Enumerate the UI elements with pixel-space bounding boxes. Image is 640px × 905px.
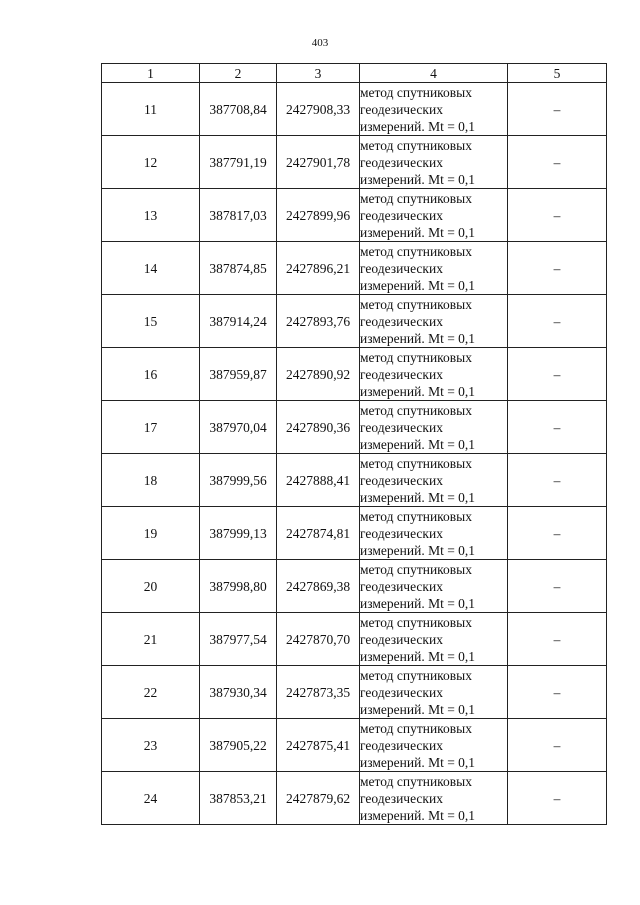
table-row	[102, 613, 607, 666]
y-coordinate-cell: 2427896,21	[277, 242, 360, 295]
method-line: геодезических	[360, 154, 443, 170]
y-coordinate-cell: 2427890,92	[277, 348, 360, 401]
note-cell: –	[508, 189, 607, 242]
method-line: метод спутниковых	[360, 773, 472, 789]
y-coordinate-cell: 2427874,81	[277, 507, 360, 560]
method-line: метод спутниковых	[360, 243, 472, 259]
note-cell: –	[508, 613, 607, 666]
x-coordinate-cell: 387999,13	[200, 507, 277, 560]
method-line: измерений. Mt = 0,1	[360, 754, 476, 770]
table-row	[102, 295, 607, 348]
point-number-cell: 22	[102, 666, 200, 719]
point-number-cell: 17	[102, 401, 200, 454]
method-line: измерений. Mt = 0,1	[360, 595, 476, 611]
method-cell	[360, 454, 508, 507]
method-line: метод спутниковых	[360, 296, 472, 312]
note-cell: –	[508, 295, 607, 348]
y-coordinate-cell: 2427879,62	[277, 772, 360, 825]
table-row	[102, 507, 607, 560]
x-coordinate-cell: 387998,80	[200, 560, 277, 613]
table-row	[102, 772, 607, 825]
table-row	[102, 83, 607, 136]
note-cell: –	[508, 401, 607, 454]
method-line: измерений. Mt = 0,1	[360, 807, 476, 823]
table-row	[102, 136, 607, 189]
header-col-2: 2	[200, 64, 277, 83]
method-line: измерений. Mt = 0,1	[360, 383, 476, 399]
note-cell: –	[508, 719, 607, 772]
method-line: метод спутниковых	[360, 84, 472, 100]
point-number-cell: 11	[102, 83, 200, 136]
method-line: геодезических	[360, 207, 443, 223]
point-number-cell: 13	[102, 189, 200, 242]
method-line: метод спутниковых	[360, 402, 472, 418]
note-cell: –	[508, 348, 607, 401]
method-line: измерений. Mt = 0,1	[360, 648, 476, 664]
method-cell	[360, 666, 508, 719]
note-cell: –	[508, 507, 607, 560]
note-cell: –	[508, 560, 607, 613]
table-row	[102, 401, 607, 454]
method-line: измерений. Mt = 0,1	[360, 701, 476, 717]
y-coordinate-cell: 2427870,70	[277, 613, 360, 666]
method-line: геодезических	[360, 101, 443, 117]
y-coordinate-cell: 2427899,96	[277, 189, 360, 242]
point-number-cell: 18	[102, 454, 200, 507]
table-row	[102, 719, 607, 772]
method-cell	[360, 772, 508, 825]
y-coordinate-cell: 2427873,35	[277, 666, 360, 719]
x-coordinate-cell: 387853,21	[200, 772, 277, 825]
x-coordinate-cell: 387930,34	[200, 666, 277, 719]
method-cell	[360, 189, 508, 242]
method-line: измерений. Mt = 0,1	[360, 489, 476, 505]
method-line: измерений. Mt = 0,1	[360, 277, 476, 293]
table-row	[102, 242, 607, 295]
x-coordinate-cell: 387791,19	[200, 136, 277, 189]
method-cell	[360, 613, 508, 666]
y-coordinate-cell: 2427893,76	[277, 295, 360, 348]
method-line: геодезических	[360, 313, 443, 329]
method-line: измерений. Mt = 0,1	[360, 118, 476, 134]
method-line: геодезических	[360, 260, 443, 276]
method-line: метод спутниковых	[360, 349, 472, 365]
method-line: метод спутниковых	[360, 190, 472, 206]
method-line: геодезических	[360, 684, 443, 700]
table-row	[102, 348, 607, 401]
page-number: 403	[311, 37, 329, 49]
y-coordinate-cell: 2427908,33	[277, 83, 360, 136]
y-coordinate-cell: 2427888,41	[277, 454, 360, 507]
point-number-cell: 16	[102, 348, 200, 401]
point-number-cell: 24	[102, 772, 200, 825]
x-coordinate-cell: 387970,04	[200, 401, 277, 454]
y-coordinate-cell: 2427901,78	[277, 136, 360, 189]
coordinates-table	[101, 63, 607, 825]
x-coordinate-cell: 387914,24	[200, 295, 277, 348]
point-number-cell: 12	[102, 136, 200, 189]
y-coordinate-cell: 2427869,38	[277, 560, 360, 613]
method-line: метод спутниковых	[360, 508, 472, 524]
method-cell	[360, 507, 508, 560]
method-cell	[360, 136, 508, 189]
note-cell: –	[508, 136, 607, 189]
x-coordinate-cell: 387817,03	[200, 189, 277, 242]
method-line: геодезических	[360, 419, 443, 435]
y-coordinate-cell: 2427875,41	[277, 719, 360, 772]
method-cell	[360, 719, 508, 772]
note-cell: –	[508, 772, 607, 825]
header-col-5: 5	[508, 64, 607, 83]
method-line: измерений. Mt = 0,1	[360, 436, 476, 452]
method-line: метод спутниковых	[360, 720, 472, 736]
x-coordinate-cell: 387959,87	[200, 348, 277, 401]
method-line: метод спутниковых	[360, 667, 472, 683]
method-cell	[360, 83, 508, 136]
method-cell	[360, 401, 508, 454]
method-line: метод спутниковых	[360, 137, 472, 153]
table-row	[102, 666, 607, 719]
method-line: геодезических	[360, 472, 443, 488]
table-row	[102, 189, 607, 242]
table-row	[102, 560, 607, 613]
x-coordinate-cell: 387874,85	[200, 242, 277, 295]
method-line: измерений. Mt = 0,1	[360, 171, 476, 187]
x-coordinate-cell: 387708,84	[200, 83, 277, 136]
note-cell: –	[508, 83, 607, 136]
note-cell: –	[508, 242, 607, 295]
method-line: геодезических	[360, 578, 443, 594]
header-col-4: 4	[360, 64, 508, 83]
point-number-cell: 19	[102, 507, 200, 560]
x-coordinate-cell: 387977,54	[200, 613, 277, 666]
method-line: геодезических	[360, 631, 443, 647]
method-line: измерений. Mt = 0,1	[360, 542, 476, 558]
method-line: измерений. Mt = 0,1	[360, 224, 476, 240]
point-number-cell: 21	[102, 613, 200, 666]
note-cell: –	[508, 454, 607, 507]
point-number-cell: 20	[102, 560, 200, 613]
y-coordinate-cell: 2427890,36	[277, 401, 360, 454]
method-line: метод спутниковых	[360, 614, 472, 630]
header-col-3: 3	[277, 64, 360, 83]
method-cell	[360, 242, 508, 295]
method-cell	[360, 295, 508, 348]
method-line: измерений. Mt = 0,1	[360, 330, 476, 346]
method-cell	[360, 560, 508, 613]
method-cell	[360, 348, 508, 401]
table-body	[102, 83, 607, 825]
method-line: геодезических	[360, 366, 443, 382]
point-number-cell: 14	[102, 242, 200, 295]
x-coordinate-cell: 387999,56	[200, 454, 277, 507]
note-cell: –	[508, 666, 607, 719]
x-coordinate-cell: 387905,22	[200, 719, 277, 772]
method-line: геодезических	[360, 737, 443, 753]
point-number-cell: 23	[102, 719, 200, 772]
point-number-cell: 15	[102, 295, 200, 348]
table-header-row	[102, 64, 607, 83]
method-line: метод спутниковых	[360, 561, 472, 577]
method-line: метод спутниковых	[360, 455, 472, 471]
table-row	[102, 454, 607, 507]
header-col-1: 1	[102, 64, 200, 83]
method-line: геодезических	[360, 525, 443, 541]
method-line: геодезических	[360, 790, 443, 806]
